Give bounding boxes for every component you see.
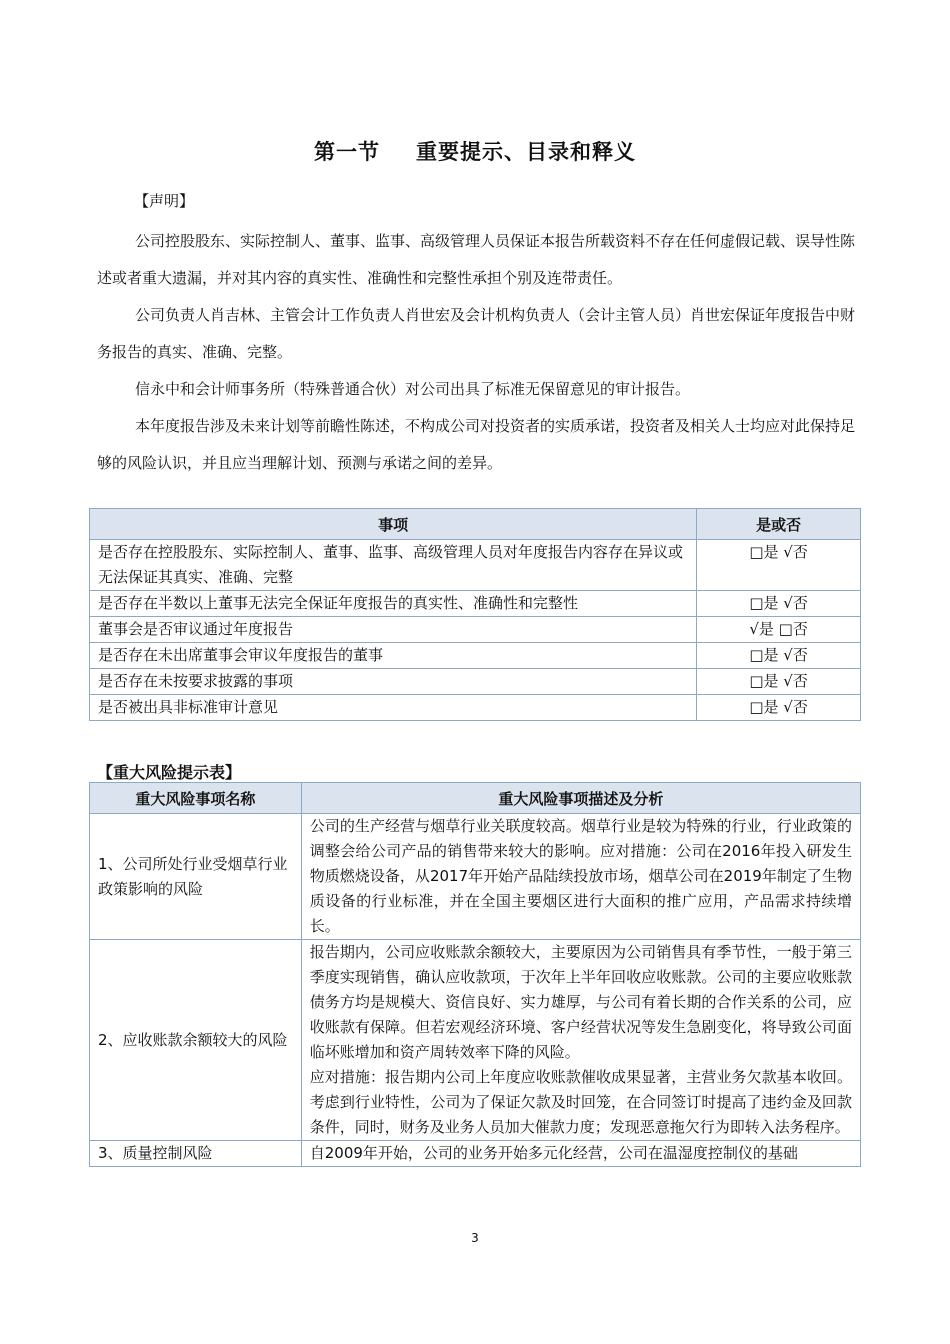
risk-description-text: 自2009年开始，公司的业务开始多元化经营，公司在温湿度控制仪的基础 [309,1144,798,1162]
section-name: 重要提示、目录和释义 [416,140,636,164]
matter-item: 是否被出具非标准审计意见 [90,695,697,721]
risk-table [89,782,861,1167]
header-risk-name: 重大风险事项名称 [90,783,302,814]
table-row [90,814,861,940]
risk-name: 1、公司所处行业受烟草行业政策影响的风险 [90,814,302,940]
table-row [90,540,861,591]
header-risk-description: 重大风险事项描述及分析 [301,783,860,814]
matter-item: 董事会是否审议通过年度报告 [90,617,697,643]
matter-answer: □是 √否 [697,695,861,721]
section-number: 第一节 [314,140,380,164]
matter-answer: □是 √否 [697,540,861,591]
risk-description-text: 公司的生产经营与烟草行业关联度较高。烟草行业是较为特殊的行业，行业政策的调整会给公司产品的销售带来较大的影响。应对措施：公司在2016年投入研发生物质燃烧设备，从2017年开始产品陆续投放市场，烟草公司在2019年制定了生物质设备的行业标准，并在全国主要烟区进行大面积的推广应用，产品需求持续增长。 [309,817,852,935]
page-number: 3 [471,1231,479,1245]
matter-item: 是否存在控股股东、实际控制人、董事、监事、高级管理人员对年度报告内容存在异议或无法保证其真实、准确、完整 [90,540,697,591]
paragraph-guarantee: 公司控股股东、实际控制人、董事、监事、高级管理人员保证本报告所载资料不存在任何虚假记载、误导性陈述或者重大遗漏，并对其内容的真实性、准确性和完整性承担个别及连带责任。 [97,232,856,287]
risk-name: 3、质量控制风险 [90,1141,302,1167]
header-yes-no: 是或否 [697,509,861,540]
table-row [90,669,861,695]
table-row [90,1141,861,1167]
table-row [90,617,861,643]
paragraph-auditor: 信永中和会计师事务所（特殊普通合伙）对公司出具了标准无保留意见的审计报告。 [135,380,691,398]
matter-answer: √是 □否 [697,617,861,643]
paragraph-forward-looking: 本年度报告涉及未来计划等前瞻性陈述，不构成公司对投资者的实质承诺，投资者及相关人士均应对此保持足够的风险认识，并且应当理解计划、预测与承诺之间的差异。 [97,417,856,472]
table-row [90,695,861,721]
matter-item: 是否存在未出席董事会审议年度报告的董事 [90,643,697,669]
table-header-row [90,509,861,540]
risk-countermeasure-text: 应对措施：报告期内公司上年度应收账款催收成果显著，主营业务欠款基本收回。考虑到行业特性，公司为了保证欠款及时回笼，在合同签订时提高了违约金及回款条件，同时，财务及业务人员加大催款力度；发现恶意拖欠行为即转入法务程序。 [309,1068,852,1136]
table-header-row [90,783,861,814]
risk-description-text: 报告期内，公司应收账款余额较大，主要原因为公司销售具有季节性，一般于第三季度实现销售，确认应收款项，于次年上半年回收应收账款。公司的主要应收账款债务方均是规模大、资信良好、实力雄厚，与公司有着长期的合作关系的公司，应收账款有保障。但若宏观经济环境、客户经营状况等发生急剧变化，将导致公司面临坏账增加和资产周转效率下降的风险。 [309,943,852,1061]
table-row [90,643,861,669]
matter-item: 是否存在未按要求披露的事项 [90,669,697,695]
table-row [90,940,861,1141]
risk-table-heading: 【重大风险提示表】 [97,763,242,782]
matters-table [89,508,861,721]
table-row [90,591,861,617]
matter-answer: □是 √否 [697,669,861,695]
matter-answer: □是 √否 [697,591,861,617]
risk-name: 2、应收账款余额较大的风险 [90,940,302,1141]
risk-description [301,1141,860,1167]
matter-answer: □是 √否 [697,643,861,669]
risk-description [301,940,860,1141]
risk-description [301,814,860,940]
header-matter: 事项 [90,509,697,540]
page-title [0,136,950,166]
paragraph-responsible-persons: 公司负责人肖吉林、主管会计工作负责人肖世宏及会计机构负责人（会计主管人员）肖世宏保证年度报告中财务报告的真实、准确、完整。 [97,306,856,361]
matter-item: 是否存在半数以上董事无法完全保证年度报告的真实性、准确性和完整性 [90,591,697,617]
declaration-label: 【声明】 [134,192,195,210]
